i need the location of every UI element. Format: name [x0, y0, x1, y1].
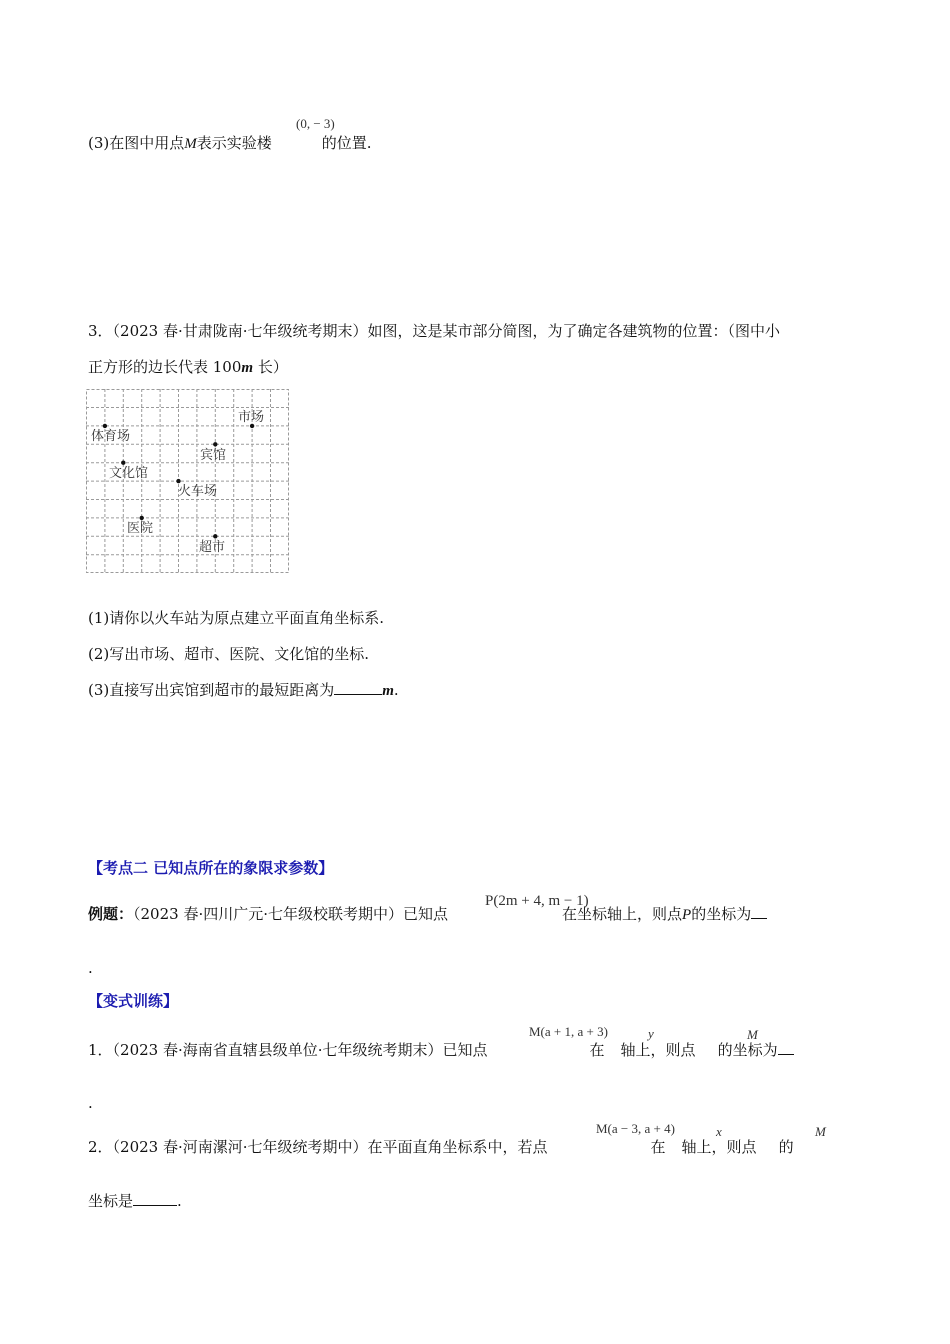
supermarket-point: [213, 534, 217, 538]
t2-blank[interactable]: [133, 1191, 177, 1206]
city-map-grid: [86, 389, 290, 575]
train-label: 火车场: [178, 484, 218, 499]
hospital-label: 医院: [127, 521, 154, 536]
t1-var: M: [747, 1027, 758, 1042]
train-point: [176, 479, 180, 483]
t1-point: M(a + 1, a + 3): [529, 1024, 608, 1039]
t1-blank[interactable]: [778, 1040, 794, 1055]
q3-line1: 3．（2023 春·甘肃陇南·七年级统考期末）如图，这是某市部分简图，为了确定各建筑物的位置：（图中小: [88, 322, 781, 340]
t1-dot: .: [88, 1094, 93, 1112]
t2-line2: 坐标是 .: [88, 1192, 182, 1210]
hospital-point: [140, 516, 144, 520]
q3-sub3: (3)直接写出宾馆到超市的最短距离为 m.: [88, 681, 399, 699]
t2-point: M(a − 3, a + 4): [596, 1121, 675, 1136]
stadium-point: [103, 424, 107, 428]
q3-sub1: (1)请你以火车站为原点建立平面直角坐标系.: [88, 609, 385, 627]
t2-var: M: [815, 1124, 826, 1139]
culture-point: [121, 461, 125, 465]
stadium-label: 体育场: [91, 429, 131, 444]
example-dot: .: [88, 959, 93, 977]
t1-line: 1．（2023 春·海南省直辖县级单位·七年级统考期末）已知点 在 轴上，则点 的坐标为: [88, 1040, 794, 1060]
training-heading: 【变式训练】: [88, 992, 179, 1010]
answer-blank[interactable]: [334, 680, 382, 695]
example-blank[interactable]: [751, 904, 767, 919]
t2-line: 2．（2023 春·河南漯河·七年级统考期中）在平面直角坐标系中，若点 在 轴上，则点 的: [88, 1138, 794, 1156]
t1-axis: y: [648, 1026, 654, 1041]
q3-sub2: (2)写出市场、超市、医院、文化馆的坐标.: [88, 645, 370, 663]
culture-label: 文化馆: [109, 466, 149, 481]
q2-part3-coord: (0, − 3): [296, 116, 335, 131]
example-line: 例题：（2023 春·四川广元·七年级校联考期中）已知点 在坐标轴上，则点P的坐标为: [88, 904, 767, 925]
example-point: P(2m + 4, m − 1): [485, 893, 589, 909]
hotel-point: [213, 442, 217, 446]
q2-part3: (3)在图中用点M表示实验楼 的位置.: [88, 134, 372, 152]
t2-axis: x: [716, 1124, 722, 1139]
section-heading: 【考点二 已知点所在的象限求参数】: [88, 859, 334, 877]
market-label: 市场: [238, 410, 265, 425]
supermarket-label: 超市: [199, 540, 226, 555]
hotel-label: 宾馆: [200, 448, 227, 463]
q3-line2: 正方形的边长代表 100m 长）: [88, 358, 288, 376]
